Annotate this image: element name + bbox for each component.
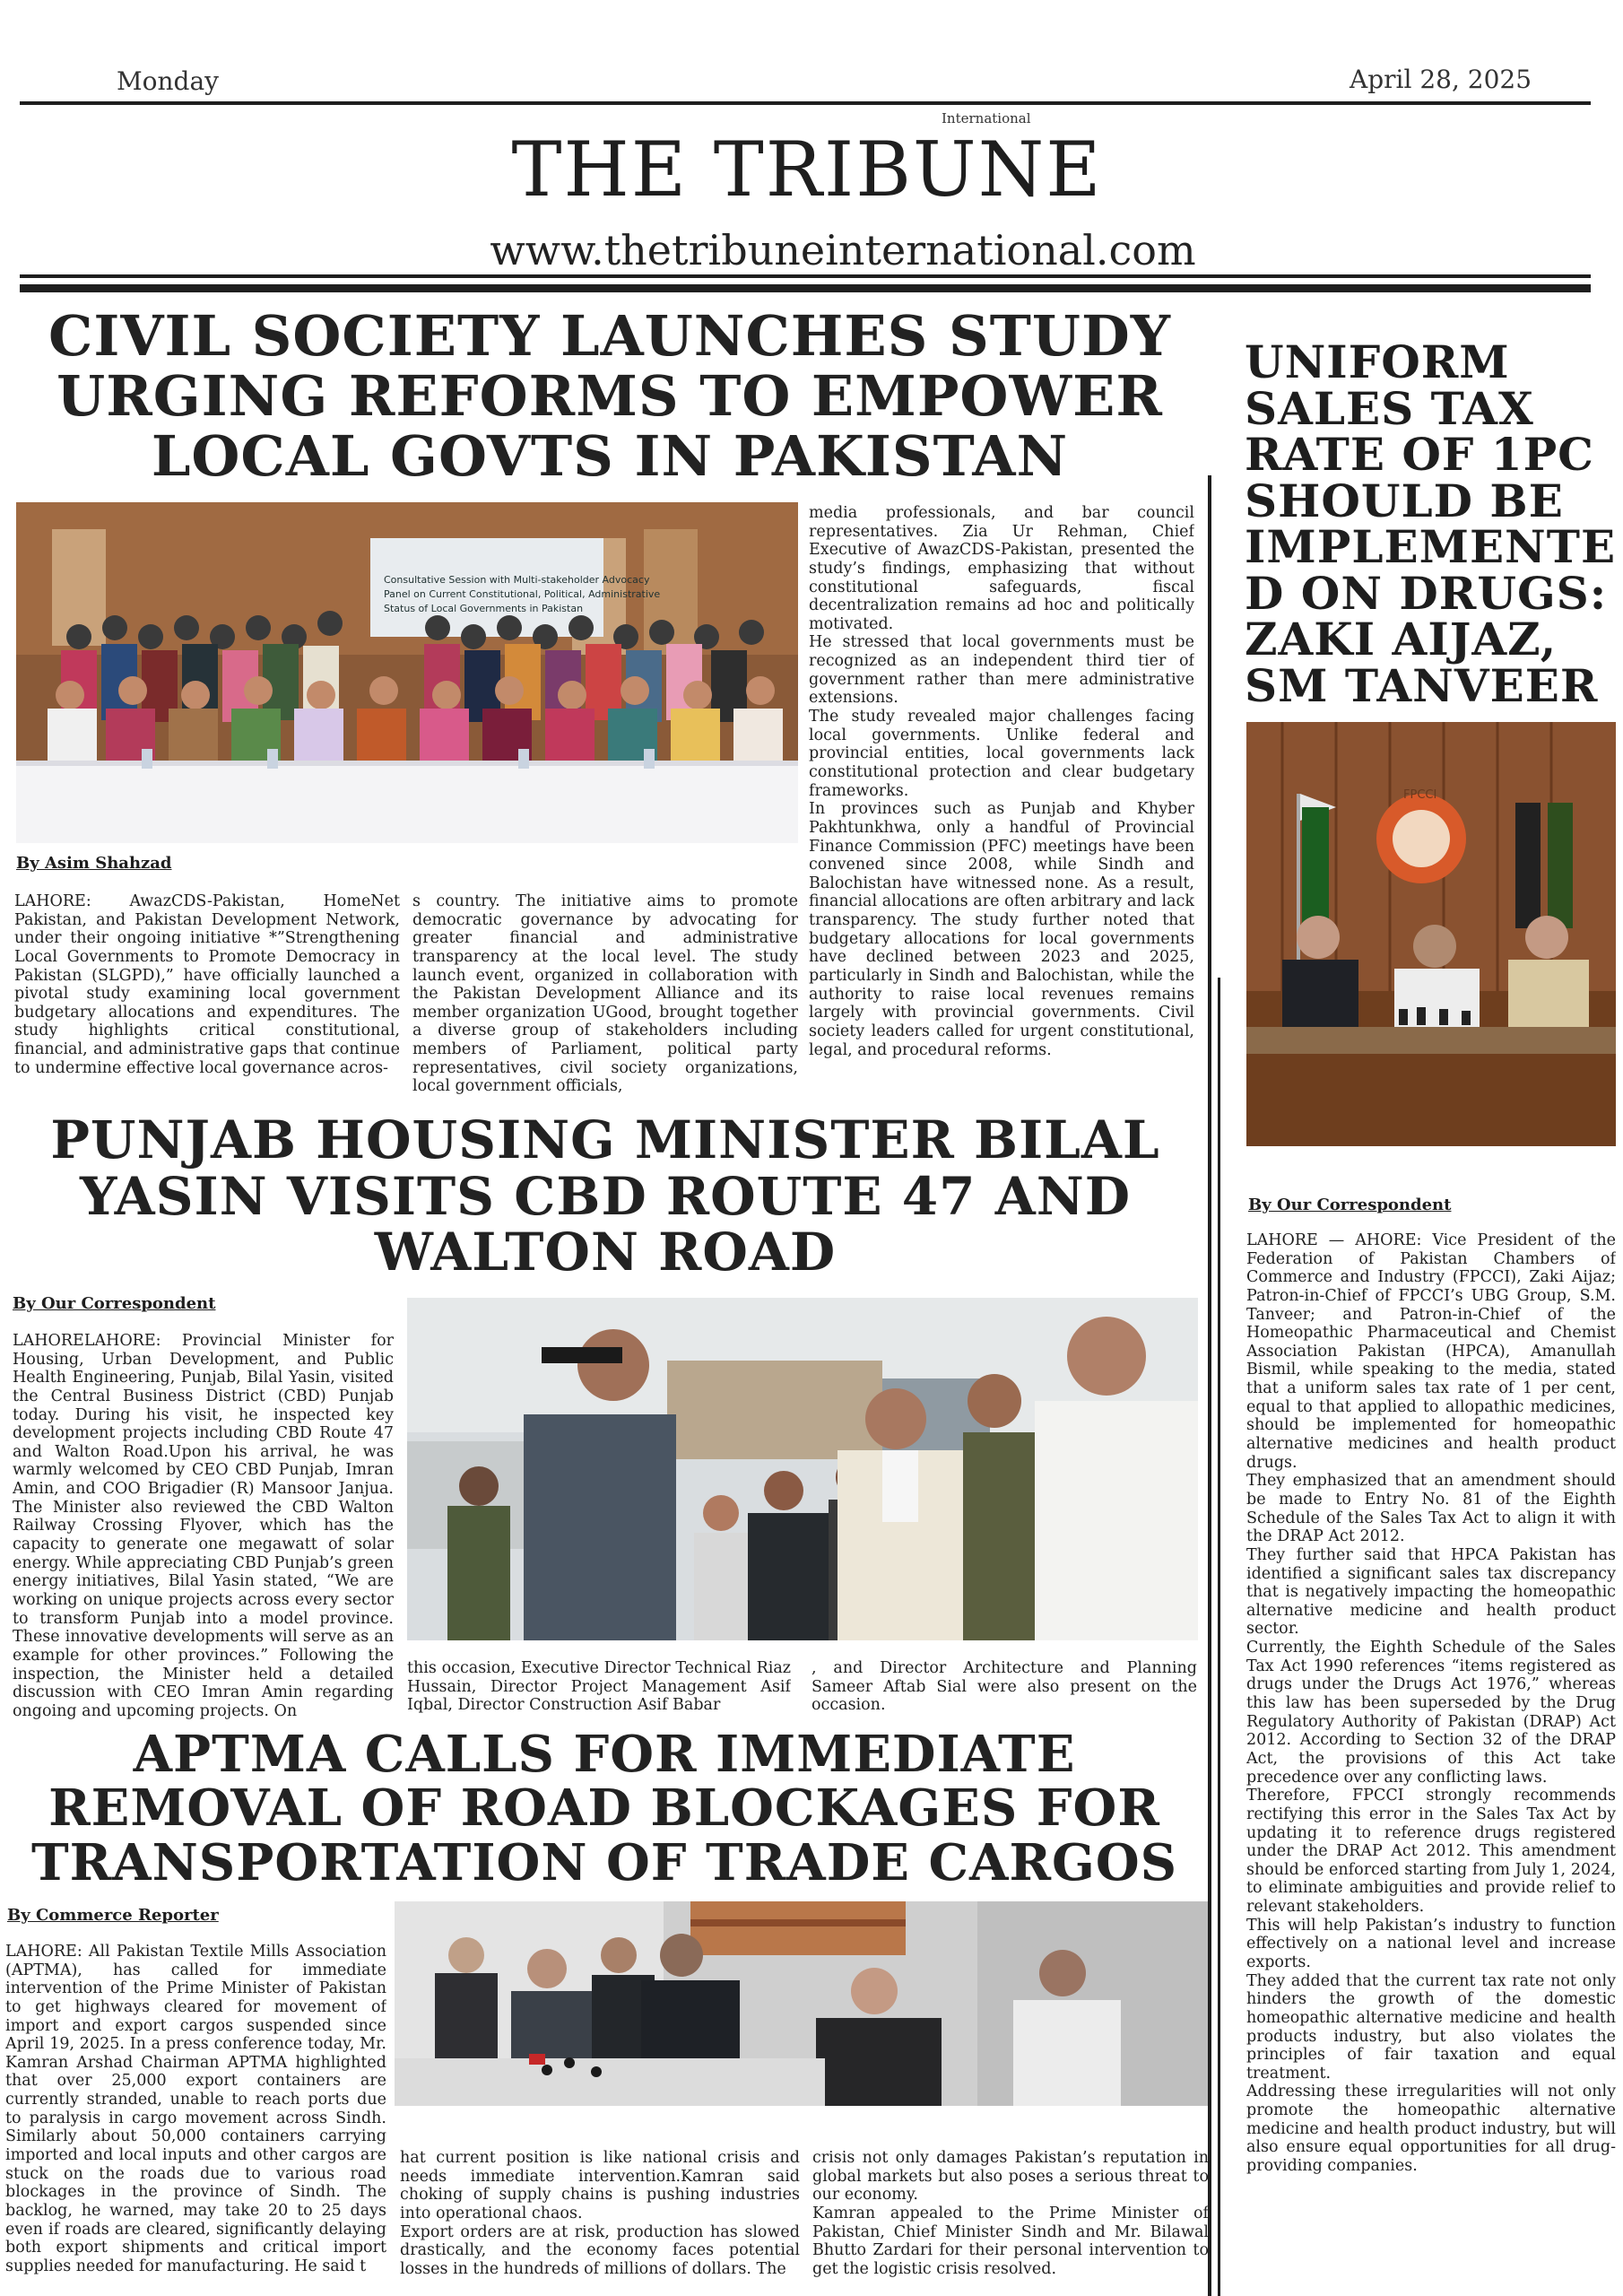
story3-col2-para: Export orders are at risk, production has slowed drastically, and the economy faces potential losses in the hundreds of millions of dollars. The [400,2222,800,2278]
story2-headline: PUNJAB HOUSING MINISTER BILAL YASIN VISITS CBD ROUTE 47 AND WALTON ROAD [50,1109,1160,1283]
masthead-title: THE TRIBUNE [511,126,1103,213]
story1-column-2: s country. The initiative aims to promote democratic governance by advocating for greater financial and administrative transparency at the local level. The study launch event, organized in collaboration with the Pakistan Development Alliance and its member organization UGood, brought together a diverse group of stakeholders including members of Parliament, political party representatives, civil society organizations, local government officials, [412,892,798,1096]
story1-byline: By Asim Shahzad [16,854,172,873]
story1-headline: CIVIL SOCIETY LAUNCHES STUDY URGING REFORMS TO EMPOWER LOCAL GOVTS IN PAKISTAN [48,303,1171,489]
top-rule [20,101,1591,105]
story3-column-1: LAHORE: All Pakistan Textile Mills Association (APTMA), has called for immediate intervention of the Prime Minister of Pakistan to get highways cleared for movement of import and export cargos suspended since April 19, 2025. In a press conference today, Mr. Kamran Arshad Chairman APTMA highlighted that over 25,000 export containers are currently stranded, unable to reach ports due to paralysis in cargo movement across Sindh. Similarly about 50,000 containers carrying imported and local inputs and other cargos are stuck on the roads due to various road blockages in the province of Sindh. The backlog, he warned, may take 20 to 25 days even if roads are cleared, significantly delaying both export shipments and critical import supplies needed for manufacturing. He said t [5,1943,386,2275]
column-divider [1208,475,1211,2296]
masthead-url: www.thetribuneinternational.com [490,226,1196,274]
day-label: Monday [117,66,219,96]
edition-label: International [942,110,1031,126]
banner-line-3: Status of Local Governments in Pakistan [384,603,584,614]
story4-para: LAHORE — AHORE: Vice President of the Federation of Pakistan Chambers of Commerce and Industry (FPCCI), Zaki Aijaz; Patron-in-Chief of FPCCI’s UBG Group, S.M. Tanveer; and Patron-in-Chief of the Homeopathic Pharmaceutical and Chemist Association Pakistan (HPCA), Amanullah Bismil, while speaking to the media, stated that a uniform sales tax rate of 1 per cent, equal to that applied to allopathic medicines, should be implemented for homeopathic alternative medicines and health product drugs. [1246,1231,1616,1472]
story3-column-3 [812,2149,1209,2283]
story3-col3-para: Kamran appealed to the Prime Minister of Pakistan, Chief Minister Sindh and Mr. Bilawal Bhutto Zardari for their personal intervention to get the logistic crisis resolved. [812,2204,1209,2278]
story1-col3-para: In provinces such as Punjab and Khyber Pakhtunkhwa, only a handful of Provincial Finance Commission (PFC) meetings have been convened since 2008, while Sindh and Balochistan have witnessed none. As a result, financial allocations are often arbitrary and lack transparency. The study further noted that budgetary allocations for local governments have declined between 2023 and 2025, particularly in Sindh and Balochistan, while the authority to raise local revenues remains largely with provincial governments. Civil society leaders called for urgent constitutional, legal, and procedural reforms. [809,800,1194,1059]
story4-headline: UNIFORM SALES TAX RATE OF 1PC SHOULD BE IMPLEMENTE D ON DRUGS: ZAKI AIJAZ, SM TANVEER [1245,335,1617,712]
story4-para: Currently, the Eighth Schedule of the Sales Tax Act 1990 references “items registered as drugs under the Drugs Act 1976,” whereas this law has been superseded by the Drug Regulatory Authority of Pakistan (DRAP) Act 2012. According to Section 32 of the DRAP Act, the provisions of this Act take precedence over any conflicting laws. [1246,1639,1616,1787]
story2-column-1: LAHORELAHORE: Provincial Minister for Housing, Urban Development, and Public Health Engineering, Punjab, Bilal Yasin, visited the Central Business District (CBD) Punjab today. During his visit, he inspected key development projects including CBD Route 47 and Walton Road.Upon his arrival, he was warmly welcomed by CEO CBD Punjab, Imran Amin, and COO Brigadier (R) Mansoor Janjua. The Minister also reviewed the CBD Walton Railway Crossing Flyover, which has the capacity to generate one megawatt of solar energy. While appreciating CBD Punjab’s green energy initiatives, Bilal Yasin stated, “We are working on unique projects across every sector to transform Punjab into a model province. These innovative developments will serve as an example for other provinces.” Following the inspection, the Minister held a detailed discussion with CEO Imran Amin regarding ongoing and upcoming projects. On [13,1332,394,1719]
story1-col3-para: media professionals, and bar council representatives. Zia Ur Rehman, Chief Executive of AwazCDS-Pakistan, presented the study’s findings, emphasizing that without constitutional safeguards, fiscal decentralization remains ad hoc and politically motivated. [809,504,1194,633]
masthead-rule-thin [20,274,1591,278]
story1-column-1: LAHORE: AwazCDS-Pakistan, HomeNet Pakistan, and Pakistan Development Network, under their ongoing initiative *”Strengthening Local Governments to Promote Democracy in Pakistan (SLGPD),” have officially launched a pivotal study examining local government budgetary allocations and expenditures. The study highlights critical constitutional, financial, and administrative gaps that continue to undermine effective local governance acros- [14,892,400,1077]
story2-column-2: this occasion, Executive Director Technical Riaz Hussain, Director Project Management Asif Iqbal, Director Construction Asif Babar [407,1659,791,1715]
story3-headline: APTMA CALLS FOR IMMEDIATE REMOVAL OF ROAD BLOCKAGES FOR TRANSPORTATION OF TRADE CARGOS [30,1725,1178,1892]
story1-column-3 [809,504,1194,1105]
story3-photo [395,1901,1208,2106]
story4-para: They emphasized that an amendment should be made to Entry No. 81 of the Eighth Schedule of the Sales Tax Act to align it with the DRAP Act 2012. [1246,1472,1616,1546]
banner-line-2: Panel on Current Constitutional, Political, Administrative [384,588,661,600]
story3-column-2 [400,2149,800,2283]
story4-para: They added that the current tax rate not only hinders the growth of the domestic homeopathic alternative medicine and health products industry, but also violates the principles of fair taxation and equal treatment. [1246,1971,1616,2083]
story2-byline: By Our Correspondent [13,1294,216,1313]
story4-para: Therefore, FPCCI strongly recommends rectifying this error in the Sales Tax Act by updating it to reference drugs registered under the DRAP Act 2012. This amendment should be enforced starting from July 1, 2024, to eliminate ambiguities and provide relief to relevant stakeholders. [1246,1787,1616,1917]
fpcci-logo-text: FPCCI [1403,788,1437,802]
story2-column-3: , and Director Architecture and Planning Sameer Aftab Sial were also present on the occasion. [812,1659,1197,1715]
story4-para: Addressing these irregularities will not only promote the homeopathic alternative medicine and health product industry, but will also ensure equal opportunities for all drug-providing companies. [1246,2083,1616,2176]
masthead-rule-thick [20,284,1591,292]
story4-body [1246,1231,1616,2272]
story3-byline: By Commerce Reporter [7,1906,219,1925]
story1-col3-para: The study revealed major challenges facing local governments. Unlike federal and provincial entities, local governments lack constitutional protection and clear budgetary frameworks. [809,708,1194,800]
story4-para: This will help Pakistan’s industry to function effectively on a national level and increase exports. [1246,1916,1616,1971]
story4-para: They further said that HPCA Pakistan has identified a significant sales tax discrepancy that is negatively impacting the homeopathic alternative medicine and health product sector. [1246,1545,1616,1639]
story1-col3-para: He stressed that local governments must be recognized as an independent third tier of government rather than mere administrative extensions. [809,633,1194,708]
column-divider-inner [1218,978,1220,2296]
banner-line-1: Consultative Session with Multi-stakeholder Advocacy [384,574,650,586]
story3-col2-para: hat current position is like national crisis and needs immediate intervention.Kamran said choking of supply chains is pushing industries into operational chaos. [400,2149,800,2222]
story4-byline: By Our Correspondent [1248,1196,1452,1214]
story4-photo [1246,722,1616,1146]
story2-photo [407,1298,1198,1640]
story3-col3-para: crisis not only damages Pakistan’s reputation in global markets but also poses a serious threat to our economy. [812,2149,1209,2205]
date-label: April 28, 2025 [1350,65,1532,94]
story1-photo [16,502,798,843]
